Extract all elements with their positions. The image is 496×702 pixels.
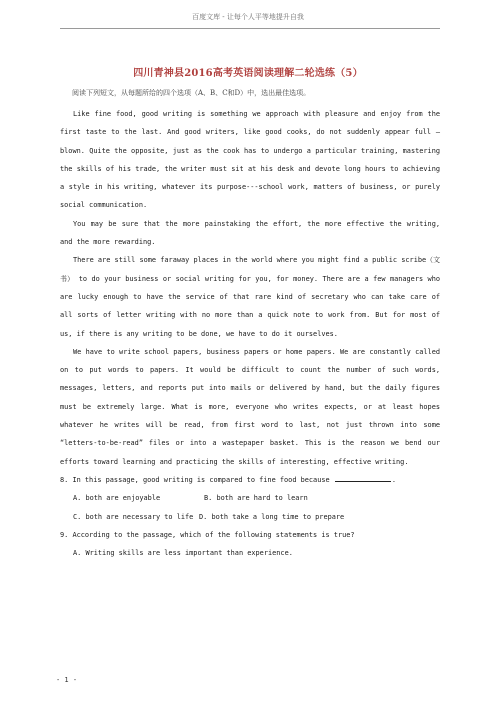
options-row <box>60 544 440 562</box>
option-c: C. both are necessary to life <box>73 512 194 521</box>
options-row <box>60 508 440 526</box>
option-a: A. Writing skills are less important than experience. <box>73 549 293 558</box>
option-a: A. both are enjoyable <box>73 494 161 503</box>
answer-blank <box>335 475 391 482</box>
question-9: 9. According to the passage, which of the following statements is true? <box>60 530 355 539</box>
document-title: 四川青神县2016高考英语阅读理解二轮选练（5） <box>133 68 363 79</box>
question-8 <box>60 471 440 489</box>
option-b: B. both are hard to learn <box>204 494 308 503</box>
question-stem: 8. In this passage, good writing is compared to fine food because <box>60 475 330 484</box>
passage-paragraph: You may be sure that the more painstaking the effort, the more effective the writing, and the more rewarding. <box>60 219 440 247</box>
passage-paragraph: We have to write school papers, business papers or home papers. We are constantly called on to put words to papers. It would be difficult to count the number of such words, messages, letters, and reports put into mails or delivered by hand, but the daily figures must be extremely large. What is more, everyone who writes expects, or at least hopes whatever he writes will be read, from first word to last, not just thrown into some “letters-to-be-read” files or into a wastepaper basket. This is the reason we bend our efforts toward learning and practicing the skills of interesting, effective writing. <box>60 347 440 466</box>
document-body <box>60 88 440 562</box>
page-header <box>0 0 496 44</box>
option-d: D. both take a long time to prepare <box>199 512 345 521</box>
passage-paragraph: There are still some faraway places in the world where you might find a public scribe（文书） to do your business or social writing for you, for money. There are a few managers who are lucky enough to have the service of that rare kind of secretary who can take care of all sorts of letter writing with no more than a quick note to work from. But for most of us, if there is any writing to be done, we have to do it ourselves. <box>60 256 440 338</box>
header-divider <box>60 28 440 29</box>
options-row <box>60 489 440 507</box>
passage-paragraph: Like fine food, good writing is something we approach with pleasure and enjoy from the first taste to the last. And good writers, like good cooks, do not suddenly appear full – blown. Quite the opposite, just as the cook has to undergo a particular training, mastering the skills of his trade, the writer must sit at his desk and devote long hours to achieving a style in his writing, whatever its purpose---school work, matters of business, or purely social communication. <box>60 110 440 210</box>
question-stem-end: . <box>391 475 396 484</box>
header-text: 百度文库 - 让每个人平等地提升自我 <box>192 13 304 21</box>
page-number: - 1 - <box>56 676 78 684</box>
instruction-text: 阅读下列短文，从每题所给的四个选项（A、B、C和D）中，选出最佳选项。 <box>72 89 311 97</box>
